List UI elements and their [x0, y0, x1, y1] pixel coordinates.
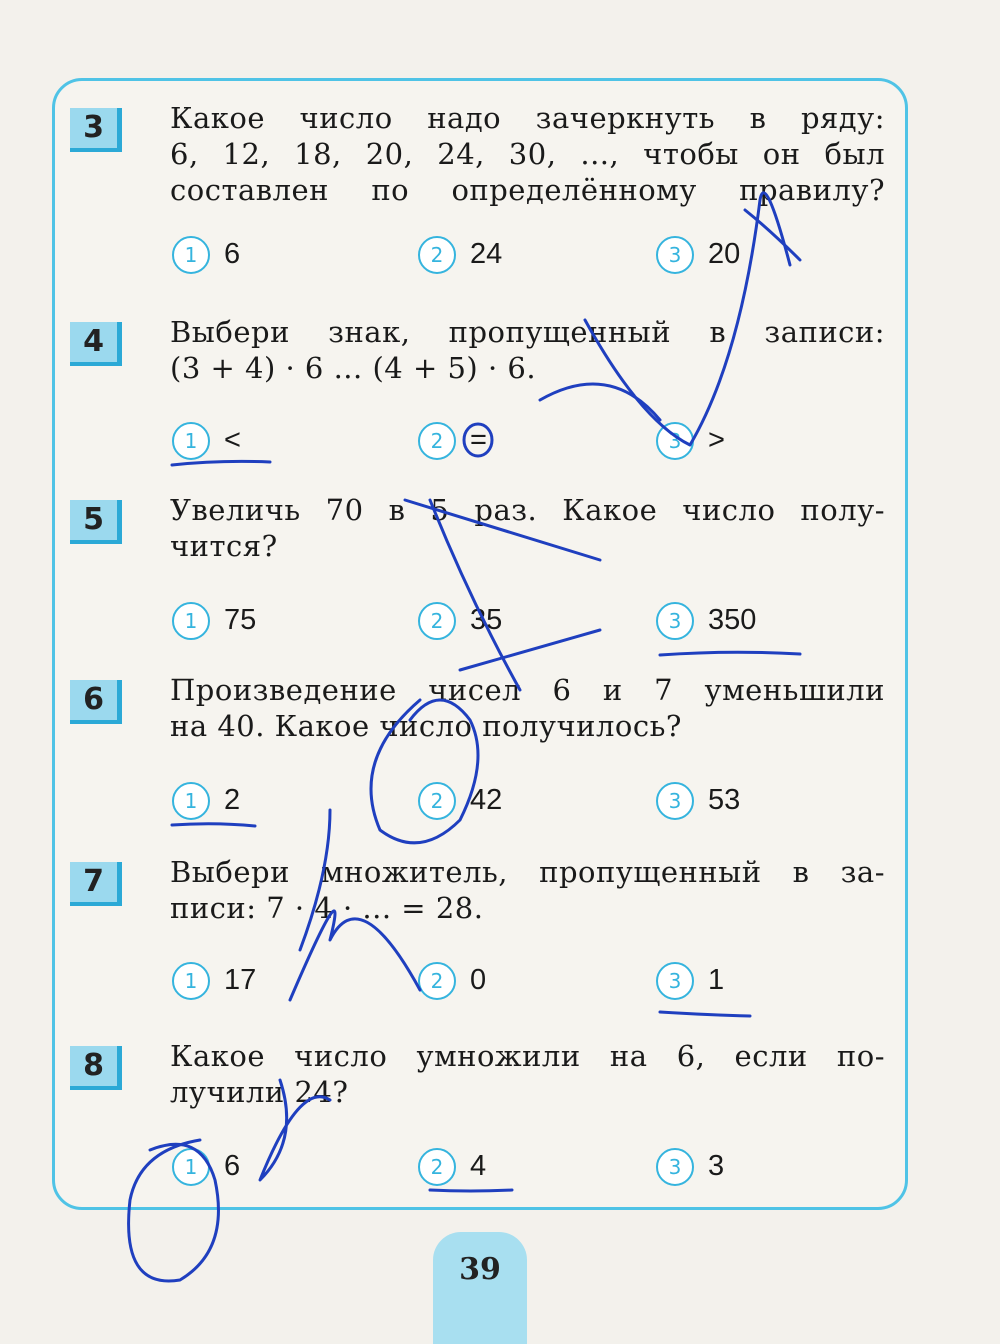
question-number: 5: [70, 500, 122, 544]
option-number-badge: 2: [418, 602, 456, 640]
page-number-tab: [433, 1232, 527, 1344]
option-number-badge: 3: [656, 962, 694, 1000]
page-number: 39: [459, 1252, 501, 1287]
option-text: >: [708, 424, 725, 456]
option-text: 3: [708, 1150, 725, 1182]
question-text: Увеличь 70 в 5 раз. Какое число полу- чится?: [170, 493, 885, 563]
option-text: 75: [224, 604, 257, 636]
option-text: 4: [470, 1150, 487, 1182]
option-number-badge: 2: [418, 1148, 456, 1186]
option-text: 42: [470, 784, 503, 816]
question-text: Выбери знак, пропущенный в записи: (3 + 4) · 6 ... (4 + 5) · 6.: [170, 315, 885, 385]
option-number-badge: 3: [656, 422, 694, 460]
question-text: Какое число умножили на 6, если по- лучили 24?: [170, 1039, 885, 1109]
option-number-badge: 1: [172, 1148, 210, 1186]
option-text: <: [224, 424, 241, 456]
option-text: 53: [708, 784, 741, 816]
option-text: 2: [224, 784, 241, 816]
option-text: 24: [470, 238, 503, 270]
option-number-badge: 2: [418, 236, 456, 274]
option-number-badge: 3: [656, 1148, 694, 1186]
option-number-badge: 3: [656, 782, 694, 820]
question-number: 3: [70, 108, 122, 152]
question-number: 6: [70, 680, 122, 724]
option-number-badge: 2: [418, 782, 456, 820]
option-text: =: [470, 424, 487, 456]
option-number-badge: 2: [418, 962, 456, 1000]
option-number-badge: 1: [172, 236, 210, 274]
question-text: Выбери множитель, пропущенный в за- писи: 7 · 4 · ... = 28.: [170, 855, 885, 925]
question-number: 7: [70, 862, 122, 906]
option-number-badge: 1: [172, 422, 210, 460]
option-text: 0: [470, 964, 487, 996]
option-number-badge: 3: [656, 602, 694, 640]
option-number-badge: 1: [172, 782, 210, 820]
question-number: 8: [70, 1046, 122, 1090]
option-number-badge: 1: [172, 602, 210, 640]
option-text: 6: [224, 1150, 241, 1182]
option-number-badge: 1: [172, 962, 210, 1000]
option-text: 35: [470, 604, 503, 636]
option-text: 1: [708, 964, 725, 996]
question-text: Какое число надо зачеркнуть в ряду: 6, 12, 18, 20, 24, 30, ..., чтобы он был составлен по определённому правилу?: [170, 101, 885, 207]
option-text: 17: [224, 964, 257, 996]
question-text: Произведение чисел 6 и 7 уменьшили на 40. Какое число получилось?: [170, 673, 885, 743]
option-number-badge: 3: [656, 236, 694, 274]
option-text: 6: [224, 238, 241, 270]
option-text: 350: [708, 604, 757, 636]
question-number: 4: [70, 322, 122, 366]
option-text: 20: [708, 238, 741, 270]
option-number-badge: 2: [418, 422, 456, 460]
